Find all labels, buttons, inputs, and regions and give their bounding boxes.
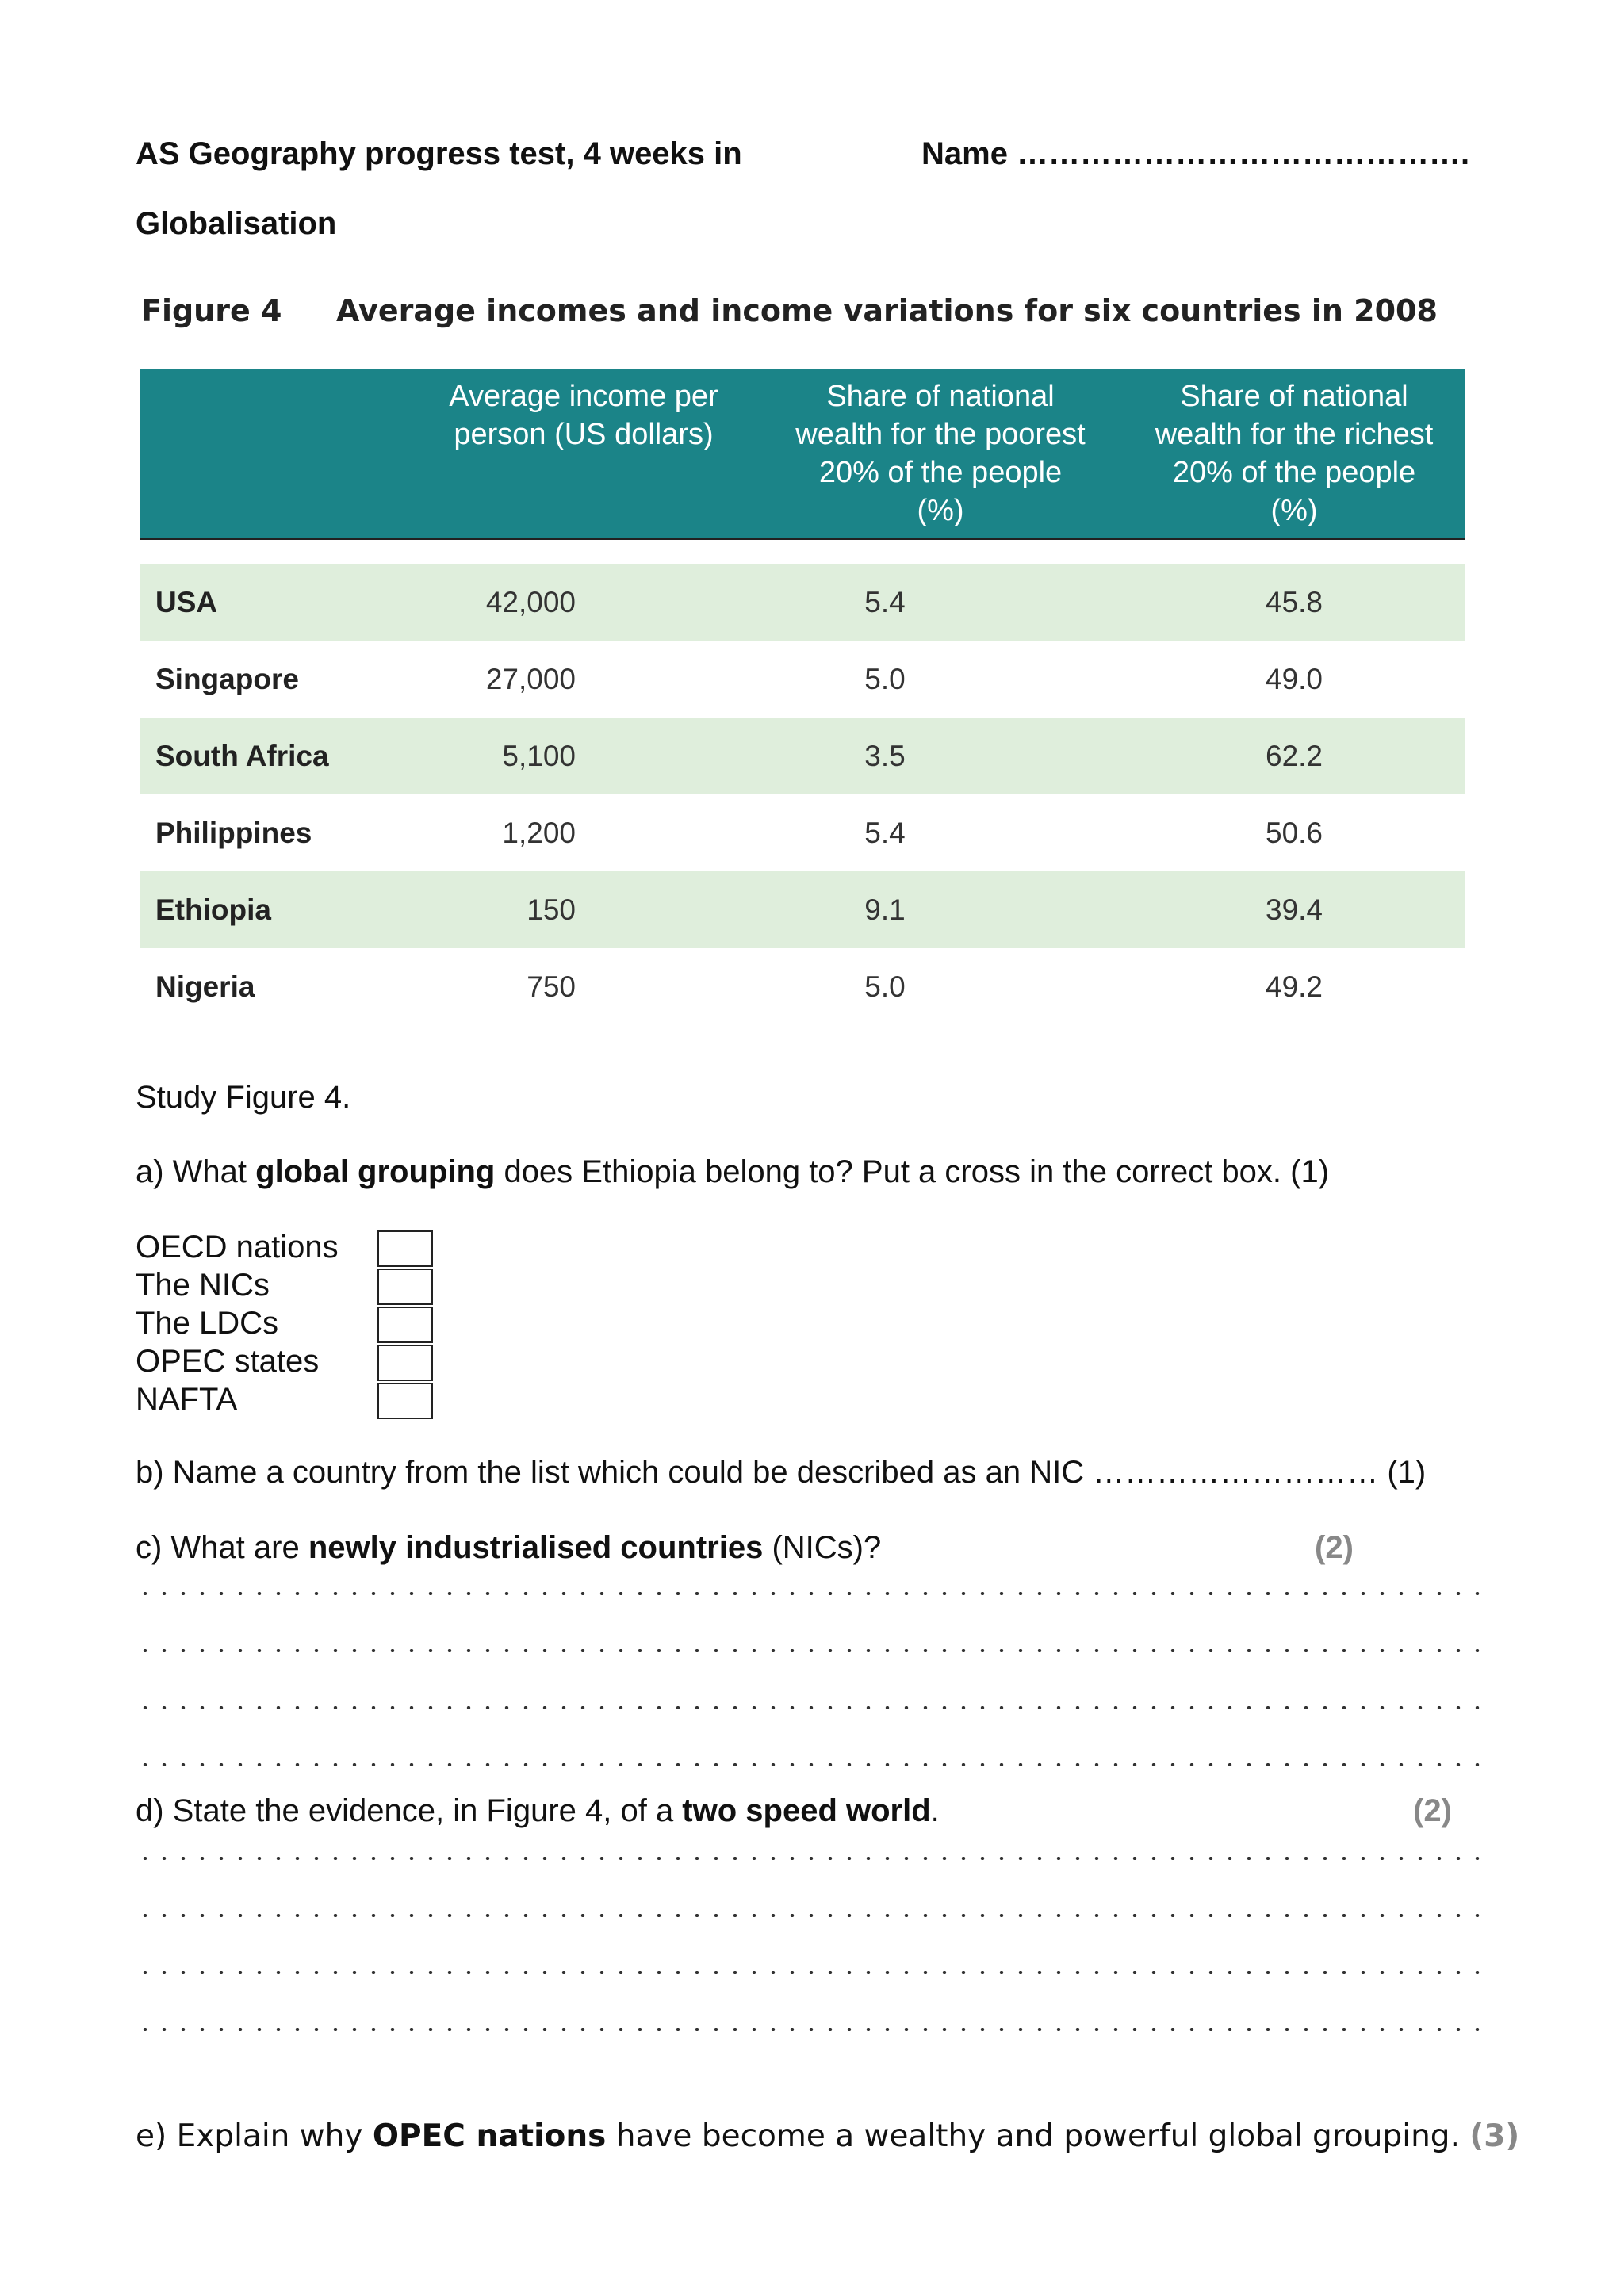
study-instruction: Study Figure 4. [136, 1080, 351, 1115]
country-cell: Singapore [155, 663, 299, 695]
question-a [136, 1154, 1329, 1190]
answer-checkbox-opec[interactable] [377, 1345, 433, 1381]
question-d-marks: (2) [1413, 1793, 1452, 1828]
question-e-marks: (3) [1469, 2118, 1520, 2154]
income-table [140, 369, 1465, 1025]
question-d-text: d) State the evidence, in Figure 4, of a [136, 1793, 683, 1828]
answer-checkbox-nics[interactable] [377, 1269, 433, 1305]
question-d-text-end: . [930, 1793, 940, 1828]
column-header-richest: Share of national wealth for the richest 20% of the people (%) [1155, 380, 1434, 527]
question-e [136, 2118, 1519, 2154]
income-cell: 27,000 [485, 663, 576, 695]
question-c-marks: (2) [1315, 1530, 1354, 1565]
table-row [140, 641, 1465, 718]
question-c-text-end: (NICs)? [763, 1530, 882, 1565]
figure-label: Figure 4 [141, 293, 282, 328]
answer-line[interactable] [136, 1914, 1493, 1917]
richest-share-cell: 39.4 [1265, 894, 1323, 926]
richest-share-cell: 49.0 [1265, 663, 1323, 695]
answer-checkbox-oecd[interactable] [377, 1230, 433, 1267]
question-a-text-end: does Ethiopia belong to? Put a cross in the correct box. (1) [495, 1154, 1330, 1189]
question-b: b) Name a country from the list which could be described as an NIC ……………………… (1) [136, 1455, 1427, 1490]
question-a-keyword: global grouping [255, 1154, 496, 1189]
column-header-poorest: Share of national wealth for the poorest 20% of the people (%) [795, 380, 1086, 527]
topic-title: Globalisation [136, 206, 337, 241]
option-label: OECD nations [136, 1230, 339, 1265]
answer-line[interactable] [136, 1649, 1493, 1652]
table-header [140, 369, 1465, 540]
answer-line[interactable] [136, 2028, 1493, 2031]
poorest-share-cell: 5.0 [864, 970, 906, 1003]
question-e-keyword: OPEC nations [372, 2118, 607, 2154]
income-cell: 5,100 [502, 740, 576, 772]
option-label: The NICs [136, 1268, 270, 1303]
income-cell: 150 [527, 894, 576, 926]
income-cell: 750 [527, 970, 576, 1003]
answer-line[interactable] [136, 1706, 1493, 1709]
question-e-text-end: have become a wealthy and powerful global grouping. [606, 2118, 1460, 2154]
richest-share-cell: 50.6 [1265, 817, 1323, 849]
table-row [140, 718, 1465, 794]
table-row [140, 871, 1465, 948]
test-title: AS Geography progress test, 4 weeks in [136, 136, 742, 171]
answer-checkbox-ldcs[interactable] [377, 1307, 433, 1343]
poorest-share-cell: 9.1 [864, 894, 906, 926]
richest-share-cell: 49.2 [1265, 970, 1323, 1003]
table-row [140, 948, 1465, 1025]
question-a-text: a) What [136, 1154, 256, 1189]
country-cell: Philippines [155, 817, 312, 849]
question-c [136, 1530, 881, 1566]
question-c-text: c) What are [136, 1530, 308, 1565]
country-cell: Nigeria [155, 970, 255, 1003]
income-cell: 42,000 [485, 586, 576, 618]
answer-checkbox-nafta[interactable] [377, 1383, 433, 1419]
question-e-text: e) Explain why [136, 2118, 373, 2154]
option-label: NAFTA [136, 1382, 238, 1417]
question-c-keyword: newly industrialised countries [308, 1530, 764, 1565]
table-row [140, 564, 1465, 641]
question-d-keyword: two speed world [682, 1793, 931, 1828]
option-label: OPEC states [136, 1344, 320, 1379]
richest-share-cell: 62.2 [1265, 740, 1323, 772]
poorest-share-cell: 5.4 [864, 586, 906, 618]
answer-line[interactable] [136, 1971, 1493, 1974]
poorest-share-cell: 5.0 [864, 663, 906, 695]
answer-line[interactable] [136, 1763, 1493, 1766]
column-header-income: Average income per person (US dollars) [449, 380, 718, 451]
poorest-share-cell: 5.4 [864, 817, 906, 849]
country-cell: USA [155, 586, 218, 618]
question-d [136, 1793, 940, 1829]
country-cell: South Africa [155, 740, 329, 772]
poorest-share-cell: 3.5 [864, 740, 906, 772]
country-cell: Ethiopia [155, 894, 271, 926]
income-cell: 1,200 [502, 817, 576, 849]
answer-line[interactable] [136, 1857, 1493, 1860]
option-label: The LDCs [136, 1306, 279, 1341]
name-field-label: Name ……………………………………. [921, 136, 1470, 171]
table-row [140, 794, 1465, 871]
answer-line[interactable] [136, 1592, 1493, 1595]
figure-caption: Average incomes and income variations for six countries in 2008 [336, 293, 1438, 328]
richest-share-cell: 45.8 [1265, 586, 1323, 618]
